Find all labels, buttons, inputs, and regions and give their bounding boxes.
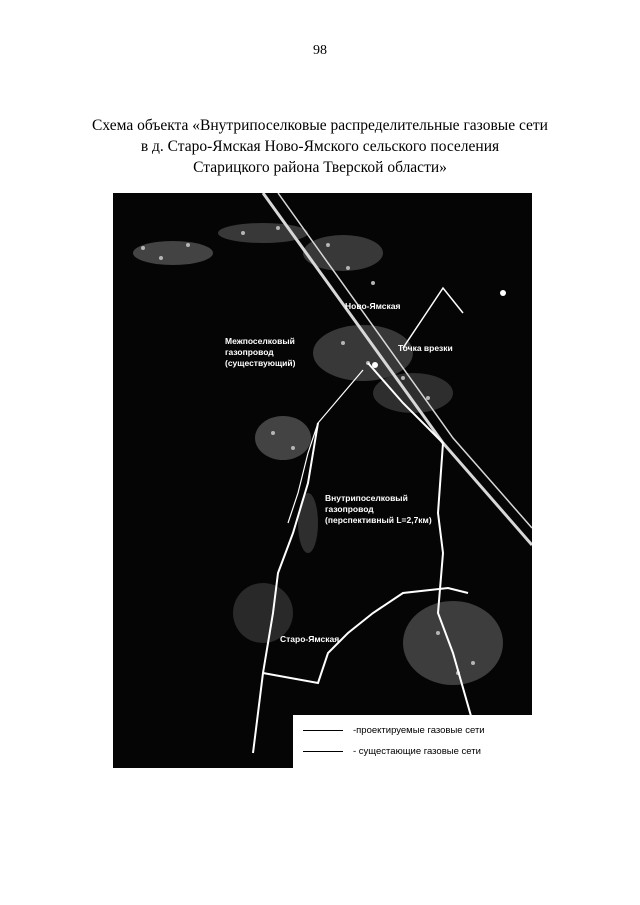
label-line: (перспективный L=2,7км) (325, 515, 432, 525)
settlement-clusters (133, 223, 503, 685)
label-tie-in-point: Точка врезки (398, 343, 453, 353)
tie-in-point-marker (372, 362, 378, 368)
map-legend (293, 715, 532, 768)
label-line: Межпоселковый (225, 336, 295, 346)
legend-text-existing: - сущестающие газовые сети (353, 745, 481, 757)
page-title (60, 115, 580, 178)
page-number: 98 (313, 43, 327, 58)
title-line-2: в д. Старо-Ямская Ново-Ямского сельского поселения (140, 138, 500, 155)
legend-text-projected: -проектируемые газовые сети (353, 724, 485, 736)
projected-pipeline-north (403, 288, 463, 348)
title-line-3: Старицкого района Тверской области» (193, 159, 447, 176)
label-line: газопровод (325, 504, 374, 514)
label-staro-yamskaya: Старо-Ямская (280, 634, 340, 644)
title-line-1: Схема объекта «Внутрипоселковые распределительные газовые сети (92, 117, 548, 134)
label-intra-village-pipeline (325, 493, 432, 526)
legend-row-projected (303, 724, 485, 736)
map-drawing (113, 193, 532, 768)
label-line: газопровод (225, 347, 274, 357)
satellite-map (113, 193, 532, 768)
label-line: (существующий) (225, 358, 296, 368)
label-line: Внутрипоселковый (325, 493, 408, 503)
label-inter-village-pipeline (225, 336, 295, 369)
legend-line-projected (303, 730, 343, 731)
legend-line-existing (303, 751, 343, 752)
legend-row-existing (303, 745, 481, 757)
label-novo-yamskaya: Ново-Ямская (345, 301, 401, 311)
